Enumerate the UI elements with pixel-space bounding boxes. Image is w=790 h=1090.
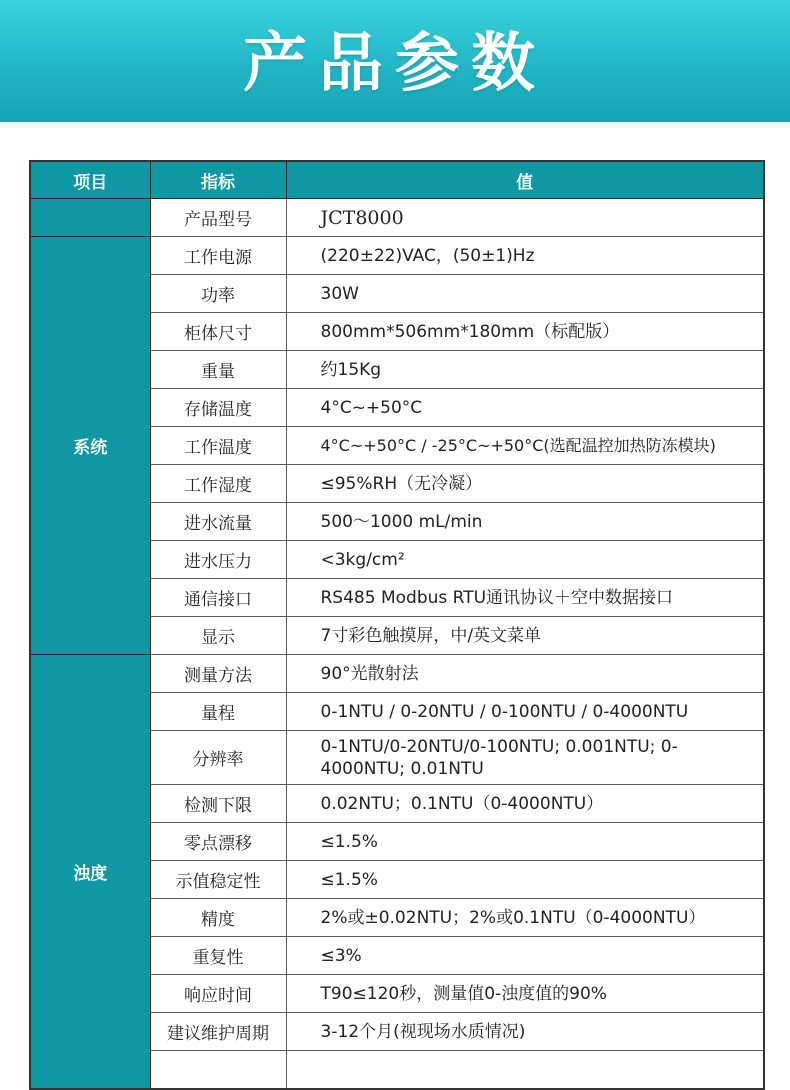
indicator-cell: 分辨率 (150, 731, 286, 785)
indicator-cell: 工作湿度 (150, 465, 286, 503)
header-value: 值 (286, 161, 764, 199)
table-row (30, 237, 764, 275)
indicator-cell: 精度 (150, 899, 286, 937)
indicator-cell: 重量 (150, 351, 286, 389)
value-cell: 0.02NTU；0.1NTU（0-4000NTU） (286, 785, 764, 823)
value-cell: 7寸彩色触摸屏，中/英文菜单 (286, 617, 764, 655)
indicator-cell: 建议维护周期 (150, 1013, 286, 1051)
indicator-cell: 测量方法 (150, 655, 286, 693)
indicator-cell: 存储温度 (150, 389, 286, 427)
value-cell: 4°C~+50°C / -25°C~+50°C(选配温控加热防冻模块) (286, 427, 764, 465)
indicator-cell (150, 1051, 286, 1089)
value-cell: 0-1NTU / 0-20NTU / 0-100NTU / 0-4000NTU (286, 693, 764, 731)
group-cell-system: 系统 (30, 237, 150, 655)
page-banner (0, 0, 790, 122)
value-cell: ≤95%RH（无冷凝） (286, 465, 764, 503)
table-header-row (30, 161, 764, 199)
value-cell: (220±22)VAC，(50±1)Hz (286, 237, 764, 275)
value-cell: ≤1.5% (286, 861, 764, 899)
value-cell: 30W (286, 275, 764, 313)
value-cell: 4°C~+50°C (286, 389, 764, 427)
page-title: 产品参数 (243, 27, 547, 101)
header-indicator: 指标 (150, 161, 286, 199)
group-cell-turbidity: 浊度 (30, 655, 150, 1089)
value-cell: RS485 Modbus RTU通讯协议＋空中数据接口 (286, 579, 764, 617)
value-cell: 0-1NTU/0-20NTU/0-100NTU; 0.001NTU; 0-4000NTU; 0.01NTU (286, 731, 764, 785)
group-cell-blank (30, 199, 150, 237)
indicator-cell: 零点漂移 (150, 823, 286, 861)
value-cell: 800mm*506mm*180mm（标配版） (286, 313, 764, 351)
indicator-cell: 量程 (150, 693, 286, 731)
indicator-cell: 产品型号 (150, 199, 286, 237)
value-cell: ≤1.5% (286, 823, 764, 861)
value-cell: 约15Kg (286, 351, 764, 389)
indicator-cell: 柜体尺寸 (150, 313, 286, 351)
indicator-cell: 进水流量 (150, 503, 286, 541)
indicator-cell: 功率 (150, 275, 286, 313)
value-cell (286, 1051, 764, 1089)
value-cell: 3-12个月(视现场水质情况) (286, 1013, 764, 1051)
indicator-cell: 显示 (150, 617, 286, 655)
indicator-cell: 检测下限 (150, 785, 286, 823)
indicator-cell: 响应时间 (150, 975, 286, 1013)
value-cell: ≤3% (286, 937, 764, 975)
value-cell: T90≤120秒，测量值0-浊度值的90% (286, 975, 764, 1013)
value-cell: <3kg/cm² (286, 541, 764, 579)
value-cell: 500～1000 mL/min (286, 503, 764, 541)
value-cell: 2%或±0.02NTU；2%或0.1NTU（0-4000NTU） (286, 899, 764, 937)
indicator-cell: 工作温度 (150, 427, 286, 465)
header-item: 项目 (30, 161, 150, 199)
value-cell: JCT8000 (286, 199, 764, 237)
spec-table (29, 160, 765, 1090)
indicator-cell: 示值稳定性 (150, 861, 286, 899)
indicator-cell: 通信接口 (150, 579, 286, 617)
indicator-cell: 重复性 (150, 937, 286, 975)
indicator-cell: 工作电源 (150, 237, 286, 275)
table-row (30, 655, 764, 693)
value-cell: 90°光散射法 (286, 655, 764, 693)
table-row (30, 199, 764, 237)
indicator-cell: 进水压力 (150, 541, 286, 579)
